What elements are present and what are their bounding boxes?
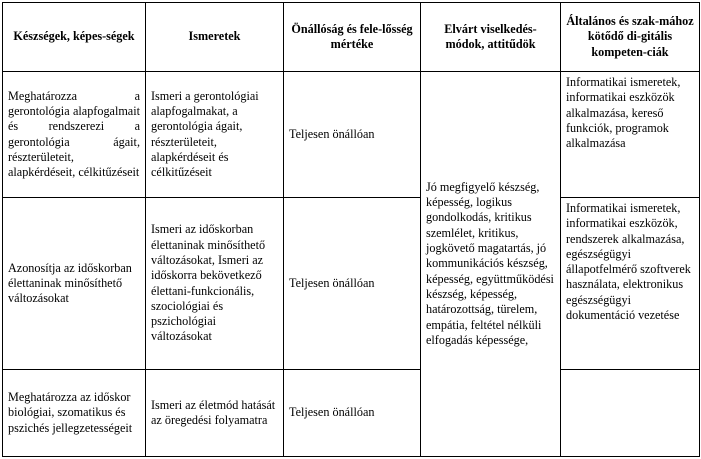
knowledge-cell: Ismeri az életmód hatását az öregedési folyamatra <box>146 370 284 457</box>
table-row <box>3 72 700 198</box>
header-autonomy: Önállóság és fele-lősség mértéke <box>284 3 421 72</box>
digital-cell: Informatikai ismeretek, informatikai eszközök, rendszerek alkalmazása, egészségügyi állapotfelmérő szoftverek használata, elektronikus egészségügyi dokumentáció vezetése <box>561 198 700 370</box>
table-row <box>3 370 700 457</box>
autonomy-cell: Teljesen önállóan <box>284 198 421 370</box>
autonomy-cell: Teljesen önállóan <box>284 72 421 198</box>
autonomy-cell: Teljesen önállóan <box>284 370 421 457</box>
skills-cell: Meghatározza a gerontológia alapfogalmait és rendszerezi a gerontológia ágait, részterületeit, alapkérdéseit, célkitűzéseit <box>3 72 146 198</box>
header-attitudes: Elvárt viselkedés-módok, attitűdök <box>421 3 561 72</box>
knowledge-cell: Ismeri a gerontológiai alapfogalmakat, a gerontológia ágait, részterületeit, alapkérdéseit és célkitűzéseit <box>146 72 284 198</box>
skills-cell: Meghatározza az időskor biológiai, szomatikus és pszichés jellegzetességeit <box>3 370 146 457</box>
knowledge-cell: Ismeri az időskorban élettaninak minősíthető változásokat, Ismeri az időskorra bekövetkező élettani-funkcionális, szociológiai és pszichológiai változásokat <box>146 198 284 370</box>
table-row <box>3 198 700 370</box>
header-skills: Készségek, képes-ségek <box>3 3 146 72</box>
attitudes-cell: Jó megfigyelő készség, képesség, logikus gondolkodás, kritikus szemlélet, kritikus, jogkövető magatartás, jó kommunikációs készség, képesség, együttműködési készség, képesség, határozottság, türelem, empátia, feltétel nélküli elfogadás képessége, <box>421 72 561 457</box>
digital-cell: Informatikai ismeretek, informatikai eszközök alkalmazása, kereső funkciók, programok alkalmazása <box>561 72 700 198</box>
header-digital: Általános és szak-mához kötődő di-gitális kompeten-ciák <box>561 3 700 72</box>
digital-cell <box>561 370 700 457</box>
header-row <box>3 3 700 72</box>
competency-table <box>2 2 700 457</box>
header-knowledge: Ismeretek <box>146 3 284 72</box>
skills-cell: Azonosítja az időskorban élettaninak minősíthető változásokat <box>3 198 146 370</box>
